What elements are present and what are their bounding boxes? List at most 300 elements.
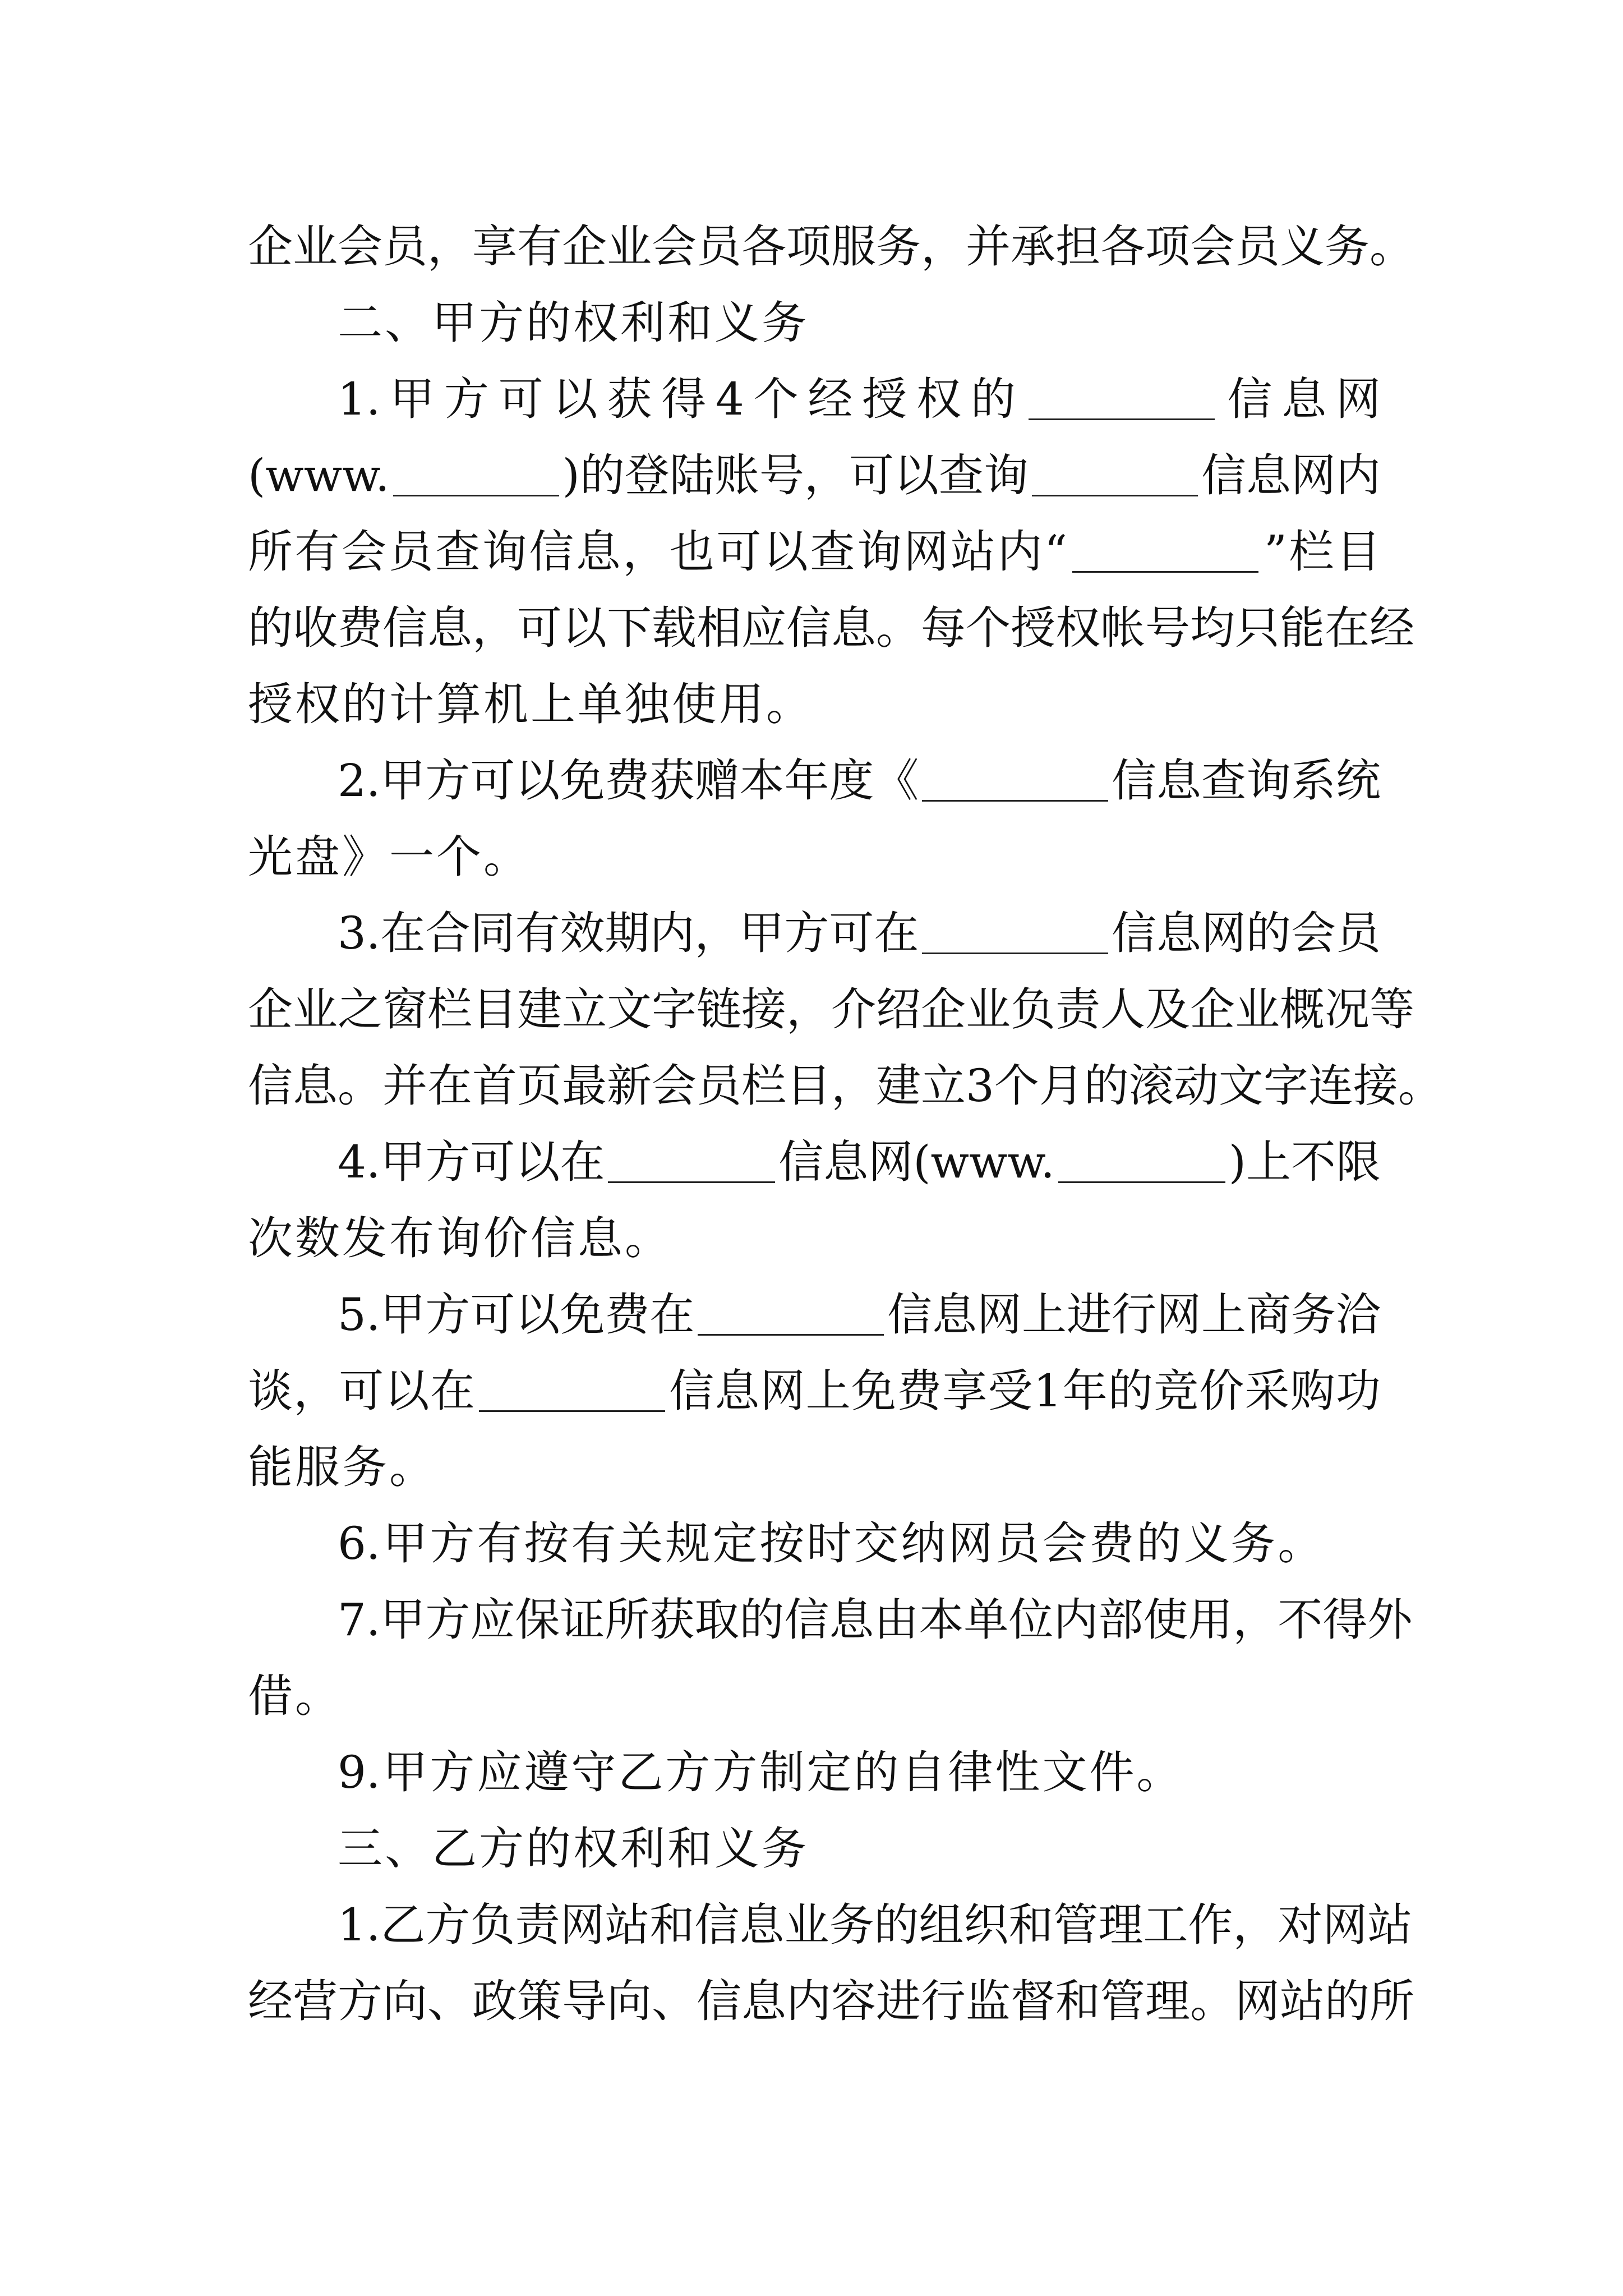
text-char: 授 (248, 678, 293, 730)
text-line (338, 743, 1381, 819)
text-char: 可 (470, 754, 515, 807)
text-char: 行 (921, 1975, 966, 2027)
text-char: 上 (1246, 1136, 1291, 1188)
text-char: 等 (1370, 983, 1414, 1036)
text-char: 统 (1336, 754, 1381, 807)
text-char: 目 (472, 983, 517, 1036)
text-char: 位 (1008, 1594, 1054, 1646)
text-line (338, 1734, 1381, 1811)
fill-in-blank (1032, 455, 1198, 496)
text-char: 息 (739, 1899, 785, 1951)
text-char: 务 (1291, 1289, 1336, 1341)
text-char: 会 (1291, 907, 1336, 959)
text-char: 和 (667, 1823, 712, 1875)
text-char: ” (1264, 526, 1287, 578)
text-char: (www. (248, 449, 390, 501)
text-char: 所 (1370, 1975, 1414, 2027)
text-char: 业 (784, 1899, 829, 1951)
text-char: 接 (741, 983, 786, 1036)
text-char: 会 (1190, 220, 1235, 273)
text-char: 息 (293, 1060, 338, 1112)
text-char: ， (427, 220, 472, 273)
text-char: 员 (995, 1517, 1040, 1570)
text-char: 可 (849, 449, 894, 501)
text-char: 容 (831, 1975, 876, 2027)
text-char: 年 (1062, 1365, 1108, 1417)
text-char: 合 (425, 907, 471, 959)
text-char: 信 (529, 526, 574, 578)
text-char: 。 (1278, 1517, 1323, 1570)
text-char: 度 (829, 754, 874, 807)
text-char: 责 (1055, 983, 1100, 1036)
text-char: 有 (477, 1517, 522, 1570)
text-char: 效 (560, 907, 605, 959)
text-char: 、 (427, 1975, 472, 2027)
text-char: 网 (903, 526, 949, 578)
text-char: 各 (741, 220, 786, 273)
text-char: 营 (293, 1975, 338, 2027)
text-char: 商 (1246, 1289, 1291, 1341)
text-char: 连 (1308, 1060, 1353, 1112)
text-char: 的 (1325, 1975, 1370, 2027)
text-char: 5. (338, 1289, 381, 1341)
text-char: 务 (762, 1823, 806, 1875)
text-char: 三 (338, 1823, 382, 1875)
text-char: 询 (436, 1212, 481, 1264)
text-char: 企 (1190, 983, 1235, 1036)
text-char: 信 (784, 1594, 829, 1646)
fill-in-blank (1058, 1142, 1225, 1183)
text-line (248, 209, 1414, 285)
text-char: 洽 (1336, 1289, 1381, 1341)
text-char: ， (293, 1365, 339, 1417)
text-char: 理 (1098, 1899, 1144, 1951)
text-char: 方 (665, 1746, 711, 1798)
text-char: 员 (388, 526, 434, 578)
text-char: ， (694, 907, 740, 959)
text-char: 以 (552, 373, 598, 425)
text-char: 守 (571, 1746, 616, 1798)
text-char: 甲 (739, 907, 785, 959)
text-char: 限 (1336, 1136, 1381, 1188)
text-char: 方 (338, 1975, 382, 2027)
text-char: 二 (338, 297, 382, 349)
text-char: 得 (1322, 1594, 1368, 1646)
text-char: 义 (1280, 220, 1325, 273)
text-char: 得 (661, 373, 707, 425)
text-char: 服 (295, 1441, 340, 1493)
text-char: 文 (1042, 1746, 1087, 1798)
text-char: 和 (667, 297, 712, 349)
text-line (338, 1506, 1381, 1582)
text-char: 的 (526, 1823, 571, 1875)
text-char: 单 (963, 1594, 1009, 1646)
text-char: 项 (786, 220, 831, 273)
text-char: 可 (339, 1365, 384, 1417)
text-char: 的 (342, 678, 387, 730)
text-char: 谈 (248, 1365, 293, 1417)
text-char: 账 (714, 449, 759, 501)
text-char: 员 (697, 220, 741, 273)
text-char: 相 (697, 602, 741, 654)
text-char: 网 (977, 1289, 1022, 1341)
text-char: 纳 (901, 1517, 946, 1570)
text-char: 期 (605, 907, 650, 959)
fill-in-blank (479, 1371, 665, 1412)
text-char: 免 (851, 1365, 896, 1417)
text-line (338, 1811, 1381, 1887)
text-char: 息 (427, 602, 472, 654)
text-char: 。 (1136, 1746, 1182, 1798)
text-char: 建 (517, 983, 562, 1036)
text-char: 管 (1053, 1899, 1099, 1951)
text-char: 信 (248, 1060, 293, 1112)
text-char: 询 (856, 526, 902, 578)
text-char: 查 (938, 449, 984, 501)
text-char: 用 (1188, 1594, 1233, 1646)
text-char: 》 (342, 831, 387, 883)
text-char: 。 (338, 1060, 382, 1112)
text-char: 各 (1100, 220, 1145, 273)
text-char: 使 (1143, 1594, 1188, 1646)
text-char: ， (1233, 1899, 1278, 1951)
text-char: 经 (1370, 602, 1414, 654)
text-char: 会 (1042, 1517, 1087, 1570)
text-char: 应 (477, 1746, 522, 1798)
text-char: 网 (560, 1899, 605, 1951)
fill-in-blank (608, 1142, 775, 1183)
text-char: 首 (472, 1060, 517, 1112)
text-char: 项 (1145, 220, 1190, 273)
text-char: 费 (605, 754, 650, 807)
text-char: 和 (649, 1899, 695, 1951)
text-char: 。 (1370, 220, 1414, 273)
text-char: 以 (515, 1289, 560, 1341)
text-char: 方 (425, 754, 471, 807)
text-char: 的 (1083, 1060, 1129, 1112)
text-char: 享 (942, 1365, 988, 1417)
text-char: 9. (338, 1746, 381, 1798)
text-line (338, 1124, 1381, 1200)
text-char: 内 (1335, 449, 1381, 501)
text-char: 内 (1053, 1594, 1099, 1646)
text-char: 由 (874, 1594, 919, 1646)
text-char: 立 (921, 1060, 966, 1112)
text-char: 之 (338, 983, 382, 1036)
text-char: 方 (479, 1823, 524, 1875)
text-char: 载 (652, 602, 697, 654)
text-char: 获 (649, 1594, 695, 1646)
text-char: 文 (1218, 1060, 1264, 1112)
text-char: 定 (712, 1517, 758, 1570)
text-char: 信 (694, 1899, 740, 1951)
text-char: 按 (759, 1517, 805, 1570)
text-char: 况 (1325, 983, 1370, 1036)
text-char: 。 (295, 1670, 340, 1722)
text-line (338, 1277, 1381, 1353)
text-char: 担 (1055, 220, 1100, 273)
text-char: 价 (483, 1212, 528, 1264)
text-char: 免 (560, 1289, 605, 1341)
text-char: 信 (887, 1289, 932, 1341)
text-char: 保 (515, 1594, 560, 1646)
text-char: 网 (760, 1365, 805, 1417)
text-char: 所 (248, 526, 293, 578)
text-line (248, 972, 1414, 1048)
text-char: 内 (786, 1975, 831, 2027)
text-char: 的 (1108, 1365, 1153, 1417)
fill-in-blank (1072, 532, 1258, 573)
text-char: 信 (531, 1212, 575, 1264)
text-line (338, 895, 1381, 972)
fill-in-blank (698, 1295, 884, 1336)
text-char: 并 (382, 1060, 427, 1112)
text-char: 网 (948, 1517, 993, 1570)
text-char: 的 (579, 449, 625, 501)
text-char: 有 (517, 220, 562, 273)
text-char: 监 (966, 1975, 1011, 2027)
text-char: 竞 (1154, 1365, 1199, 1417)
text-char: 立 (562, 983, 607, 1036)
text-char: 。 (1190, 1975, 1235, 2027)
fill-in-blank (922, 761, 1108, 802)
text-char: 会 (342, 526, 387, 578)
text-char: 单 (578, 678, 623, 730)
text-line (248, 1963, 1414, 2040)
text-char: 个 (753, 373, 799, 425)
text-char: 信 (669, 1365, 714, 1417)
text-char: 企 (248, 983, 293, 1036)
text-char: 方 (425, 1289, 471, 1341)
text-char: 个 (436, 831, 481, 883)
text-char: 链 (697, 983, 741, 1036)
text-char: 费 (897, 1365, 942, 1417)
text-char: 能 (1280, 602, 1325, 654)
text-char: 经 (248, 1975, 293, 2027)
text-char: 询 (482, 526, 527, 578)
text-char: 在 (560, 1136, 605, 1188)
text-char: 1. (338, 1899, 381, 1951)
text-char: 督 (1011, 1975, 1055, 2027)
text-char: ) (1228, 1136, 1246, 1188)
text-line (248, 666, 1381, 743)
text-char: 上 (531, 678, 575, 730)
text-char: ， (472, 602, 517, 654)
text-char: 内 (649, 907, 695, 959)
text-char: 查 (435, 526, 481, 578)
text-line (338, 285, 1381, 361)
text-char: 甲 (390, 373, 435, 425)
text-char: 询 (983, 449, 1029, 501)
text-char: 企 (248, 220, 293, 273)
text-char: 息 (575, 526, 621, 578)
text-char: 系 (1291, 754, 1336, 807)
text-char: 的 (854, 1746, 899, 1798)
text-char: 一 (389, 831, 434, 883)
text-char: 在 (380, 907, 426, 959)
text-char: 证 (560, 1594, 605, 1646)
text-char: ) (562, 449, 580, 501)
text-char: 业 (293, 983, 338, 1036)
text-char: 服 (831, 220, 876, 273)
text-char: 网 (1201, 907, 1246, 959)
text-char: 次 (248, 1212, 293, 1264)
text-char: 新 (607, 1060, 652, 1112)
text-char: 窗 (382, 983, 427, 1036)
text-char: 甲 (432, 297, 477, 349)
text-char: 获 (649, 754, 695, 807)
text-char: 经 (808, 373, 853, 425)
text-char: 赠 (694, 754, 740, 807)
text-char: 向 (382, 1975, 427, 2027)
text-char: 。 (483, 831, 528, 883)
text-char: 进 (1067, 1289, 1112, 1341)
text-char: 光 (248, 831, 293, 883)
text-char: 以 (515, 754, 560, 807)
text-char: 的 (248, 602, 293, 654)
text-char: 年 (784, 754, 829, 807)
text-char: 员 (697, 1060, 741, 1112)
text-char: 制 (759, 1746, 805, 1798)
text-char: 查 (1201, 754, 1246, 807)
text-char: 并 (966, 220, 1011, 273)
text-char: 管 (1100, 1975, 1145, 2027)
text-char: 4. (338, 1136, 381, 1188)
text-char: 权 (573, 1823, 618, 1875)
text-char: 网 (1335, 373, 1381, 425)
text-char: 有 (515, 907, 560, 959)
text-char: 方 (425, 1594, 471, 1646)
text-char: 应 (741, 602, 786, 654)
text-char: 信 (1112, 907, 1156, 959)
text-char: 网 (1235, 1975, 1280, 2027)
text-char: 介 (831, 983, 876, 1036)
text-char: 在 (874, 907, 919, 959)
text-char: 网 (868, 1136, 914, 1188)
text-char: 不 (1291, 1136, 1336, 1188)
text-char: 员 (382, 220, 427, 273)
text-char: 甲 (380, 1136, 426, 1188)
text-char: 可 (470, 1289, 515, 1341)
text-char: 定 (806, 1746, 852, 1798)
text-char: 方 (712, 1746, 758, 1798)
text-char: 务 (1230, 1517, 1276, 1570)
text-line (248, 1200, 1381, 1277)
text-line (338, 1887, 1413, 1963)
text-char: 下 (607, 602, 652, 654)
text-char: 网 (1156, 1289, 1201, 1341)
text-char: 的 (874, 1899, 919, 1951)
text-char: 免 (560, 754, 605, 807)
text-char: 建 (876, 1060, 921, 1112)
text-char: 业 (1235, 983, 1280, 1036)
text-char: 政 (472, 1975, 517, 2027)
text-char: 信 (1112, 754, 1156, 807)
fill-in-blank (1029, 379, 1215, 420)
text-char: 息 (741, 1975, 786, 2027)
text-char: 信 (778, 1136, 824, 1188)
text-char: 本 (919, 1594, 964, 1646)
text-char: 使 (672, 678, 717, 730)
text-line (248, 819, 1381, 895)
text-char: 借 (248, 1670, 293, 1722)
text-char: 甲 (380, 1594, 426, 1646)
text-char: 受 (988, 1365, 1033, 1417)
text-char: 目 (1335, 526, 1381, 578)
text-char: ， (1233, 1594, 1278, 1646)
text-line (248, 1658, 1381, 1734)
text-char: (www. (913, 1136, 1055, 1188)
text-char: 本 (739, 754, 785, 807)
text-char: 方 (425, 1899, 471, 1951)
text-char: 业 (293, 220, 338, 273)
text-char: 个 (966, 602, 1011, 654)
text-char: 息 (578, 1212, 623, 1264)
text-char: 规 (665, 1517, 711, 1570)
text-char: 会 (652, 220, 697, 273)
text-char: 可 (716, 526, 762, 578)
text-char: 、 (385, 297, 430, 349)
text-char: 部 (1098, 1594, 1144, 1646)
text-line (248, 1429, 1381, 1506)
text-char: 信 (1201, 449, 1246, 501)
text-char: 价 (1199, 1365, 1244, 1417)
text-char: 性 (995, 1746, 1040, 1798)
text-char: 栏 (427, 983, 472, 1036)
text-char: 算 (436, 678, 481, 730)
text-char: 4 (715, 373, 744, 425)
text-char: 时 (806, 1517, 852, 1570)
text-char: 的 (1246, 907, 1291, 959)
text-char: 甲 (380, 1289, 426, 1341)
text-char: 进 (876, 1975, 921, 2027)
text-char: “ (1044, 526, 1067, 578)
text-char: 。 (1398, 1060, 1443, 1112)
text-char: 文 (607, 983, 652, 1036)
text-char: 息 (1156, 907, 1201, 959)
text-char: 7. (338, 1594, 381, 1646)
text-char: 以 (893, 449, 939, 501)
text-char: 务 (762, 297, 806, 349)
text-char: 采 (1244, 1365, 1290, 1417)
text-char: 息 (829, 1594, 874, 1646)
text-char: 计 (389, 678, 434, 730)
text-char: 律 (948, 1746, 993, 1798)
text-char: 企 (562, 220, 607, 273)
text-char: 。 (625, 1212, 670, 1264)
text-char: 应 (470, 1594, 515, 1646)
text-char: 信 (786, 602, 831, 654)
text-char: 1 (1033, 1365, 1062, 1417)
text-char: 以 (515, 1136, 560, 1188)
text-char: 方 (784, 907, 829, 959)
text-char: 以 (384, 1365, 430, 1417)
text-line (248, 1353, 1381, 1429)
text-char: 收 (293, 602, 338, 654)
text-char: 授 (862, 373, 907, 425)
text-char: 的 (526, 297, 571, 349)
text-char: 乙 (432, 1823, 477, 1875)
text-char: 关 (618, 1517, 663, 1570)
text-char: 《 (874, 754, 919, 807)
text-char: 费 (605, 1289, 650, 1341)
text-char: 行 (1112, 1289, 1156, 1341)
text-char: 员 (1235, 220, 1280, 273)
text-char: 甲 (380, 754, 426, 807)
text-char: 在 (430, 1365, 475, 1417)
text-char: 号 (1145, 602, 1190, 654)
text-char: 企 (921, 983, 966, 1036)
